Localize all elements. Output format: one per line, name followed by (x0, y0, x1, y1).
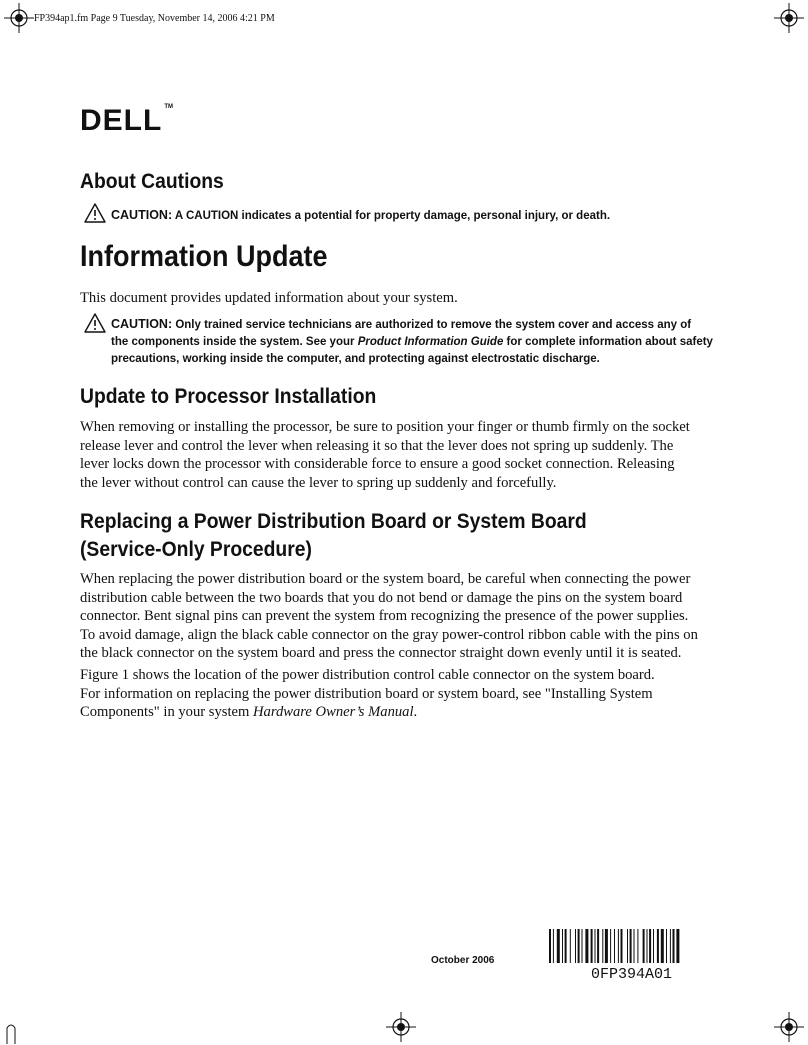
section-title-processor: Update to Processor Installation (80, 385, 377, 408)
caution-text: A CAUTION indicates a potential for property damage, personal injury, or death. (174, 210, 611, 222)
section-title-power-board-line2: (Service-Only Procedure) (80, 538, 312, 561)
text-line: To avoid damage, align the black cable connector on the gray power-control ribbon cable with the pins on (80, 626, 698, 643)
text-line: release lever and control the lever when releasing it so that the lever does not spring up suddenly. The (80, 437, 674, 454)
caution-text: Only trained service technicians are authorized to remove the system cover and access any of (175, 319, 692, 331)
trademark: TM (164, 104, 173, 110)
caution-line (111, 316, 731, 334)
text-line (80, 703, 740, 722)
product-info-guide-title: Product Information Guide (357, 336, 504, 348)
section-title-power-board: Replacing a Power Distribution Board or System Board (80, 510, 587, 533)
registration-mark-icon (774, 3, 804, 33)
text-line: distribution cable between the two boards that you do not bend or damage the pins on the system board (80, 589, 683, 606)
caution-line (111, 334, 731, 351)
caution-label: CAUTION: (111, 317, 173, 331)
text-line: lever locks down the processor with considerable force to ensure a good socket connection. Releasing (80, 456, 675, 473)
text-line: When replacing the power distribution board or the system board, be careful when connecting the power (80, 571, 691, 587)
power-board-paragraph-1 (80, 570, 740, 663)
text-line: For information on replacing the power distribution board or system board, see "Installing System (80, 685, 653, 702)
text-line: When removing or installing the processor, be sure to position your finger or thumb firmly on the socket (80, 419, 690, 435)
text-line: Figure 1 shows the location of the power distribution control cable connector on the system board. (80, 667, 655, 683)
crop-mark-icon (4, 1022, 18, 1044)
logo-text: DELL (80, 104, 163, 137)
caution-notice-service (111, 316, 731, 368)
section-title-about-cautions: About Cautions (80, 170, 224, 193)
part-number: 0FP394A01 (591, 966, 673, 983)
text-line: connector. Bent signal pins can prevent the system from recognizing the presence of the power supplies. (80, 608, 689, 625)
registration-mark-icon (774, 1012, 804, 1042)
caution-label: CAUTION: (111, 208, 173, 222)
intro-text: This document provides updated information about your system. (80, 290, 458, 306)
caution-notice (111, 207, 610, 225)
hardware-owners-manual-title: Hardware Owner’s Manual (252, 704, 414, 721)
caution-text: the components inside the system. See your (111, 336, 358, 348)
text-span: . (413, 704, 418, 721)
caution-text: precautions, working inside the computer, and protecting against electrostatic discharge. (111, 353, 600, 365)
caution-line (111, 351, 731, 368)
header-slug: FP394ap1.fm Page 9 Tuesday, November 14, 2006 4:21 PM (34, 13, 275, 24)
publication-date: October 2006 (431, 955, 495, 966)
registration-mark-icon (386, 1012, 416, 1042)
text-span: Components" in your system (80, 704, 253, 721)
text-line: the lever without control can cause the lever to spring up suddenly and forcefully. (80, 474, 557, 491)
dell-logo (80, 104, 173, 138)
warning-triangle-icon (84, 313, 106, 333)
text-line: the black connector on the system board and press the connector straight down evenly until it is seated. (80, 645, 682, 662)
power-board-paragraph-2 (80, 666, 740, 722)
caution-text: for complete information about safety (503, 336, 713, 348)
barcode-icon (549, 929, 725, 963)
processor-paragraph (80, 418, 740, 492)
page-title: Information Update (80, 240, 328, 273)
registration-mark-icon (4, 3, 34, 33)
warning-triangle-icon (84, 203, 106, 223)
